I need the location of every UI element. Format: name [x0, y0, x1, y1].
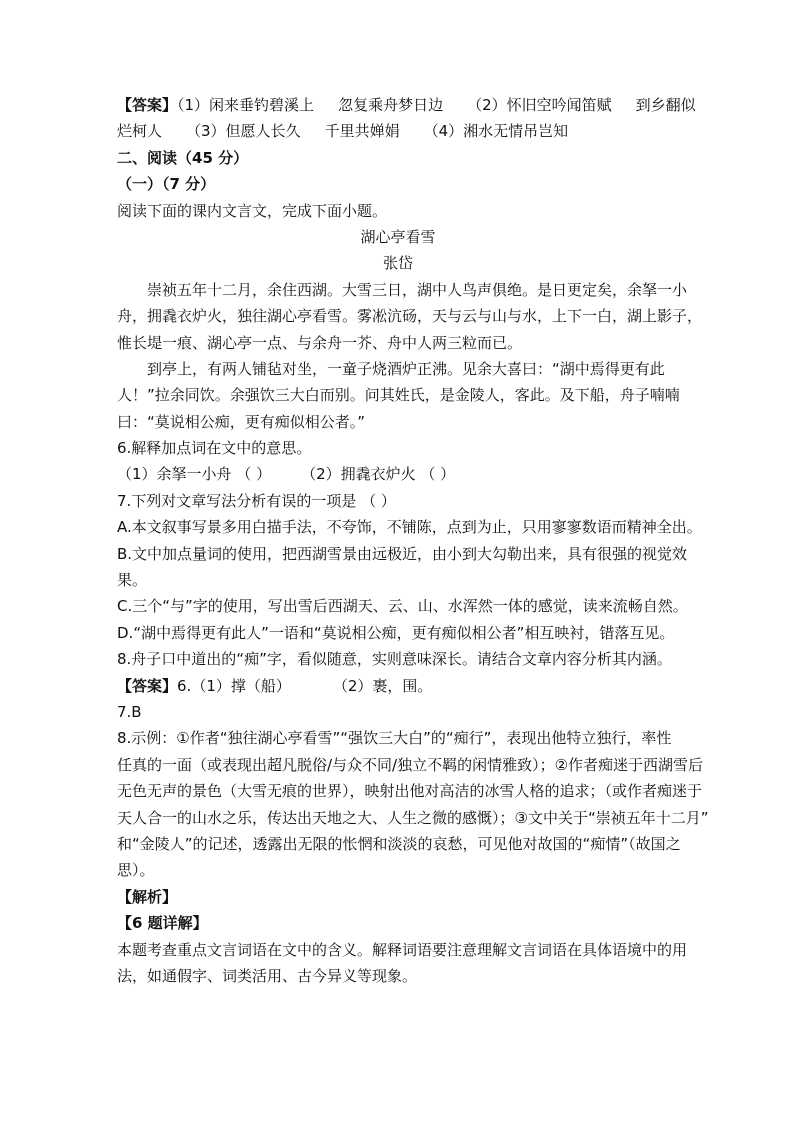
analysis-subtitle: 【6 题详解】	[117, 914, 208, 933]
answer-8-line: 天人合一的山水之乐，传达出天地之大、人生之微的感慨）；③文中关于“崇祯五年十二月”	[117, 808, 709, 827]
question-7-option-b-cont: 果。	[117, 571, 148, 590]
analysis-label: 【解析】	[117, 887, 178, 906]
answer-label: 【答案】	[117, 676, 178, 695]
section-title: 二、阅读（45 分）	[117, 148, 249, 167]
answer-text: 忽复乘舟梦日边	[338, 96, 444, 114]
section-subtitle: （一）（7 分）	[117, 175, 216, 194]
analysis-line: 本题考查重点文言词语在文中的含义。解释词语要注意理解文言词语在具体语境中的用	[117, 940, 688, 959]
question-6: 6.解释加点词在文中的意思。	[117, 439, 312, 458]
question-8: 8.舟子口中道出的“痴”字，看似随意，实则意味深长。请结合文章内容分析其内涵。	[117, 650, 672, 669]
question-7-option-b: B.文中加点量词的使用，把西湖雪景由远极近，由小到大勾勒出来，具有很强的视觉效	[117, 544, 688, 563]
section-instruction: 阅读下面的课内文言文，完成下面小题。	[117, 201, 388, 220]
passage-line: 曰：“莫说相公痴，更有痴似相公者。”	[117, 412, 366, 431]
answer-text: 烂柯人	[117, 122, 163, 141]
question-7: 7.下列对文章写法分析有误的一项是 （ ）	[117, 491, 396, 510]
answer-8-line: 无色无声的景色（大雪无痕的世界），映射出他对高洁的冰雪人格的追求；（或作者痴迷于	[117, 782, 703, 801]
answer-8-line: 和“金陵人”的记述，透露出无限的怅惘和淡淡的哀愁，可见他对故国的“痴情”（故国之	[117, 834, 681, 853]
answer-text: （2）裹，围。	[332, 676, 433, 695]
answer-text: （2）怀旧空吟闻笛赋	[467, 96, 612, 114]
question-7-option-c: C.三个“与”字的使用，写出雪后西湖天、云、山、水浑然一体的感觉，读来流畅自然。	[117, 597, 688, 616]
answer-text: 千里共婵娟	[324, 122, 400, 141]
answer-line-1	[117, 92, 696, 118]
document-content	[117, 92, 709, 989]
question-6-items	[117, 461, 679, 487]
answer-text: （3）但愿人长久	[186, 122, 301, 141]
question-6-item-2: （2）拥毳衣炉火 （ ）	[301, 465, 456, 484]
passage-author: 张岱	[382, 254, 413, 273]
answer-line-3	[117, 673, 679, 699]
passage-line: 人！”拉余同饮。余强饮三大白而别。问其姓氏，是金陵人，客此。及下船，舟子喃喃	[117, 386, 680, 405]
passage-line: 到亭上，有两人铺毡对坐，一童子烧酒炉正沸。见余大喜曰：“湖中焉得更有此	[147, 359, 665, 378]
answer-label: 【答案】	[117, 96, 178, 114]
answer-8-line: 任真的一面（或表现出超凡脱俗/与众不同/独立不羁的闲情雅致）；②作者痴迷于西湖雪后	[117, 755, 704, 774]
passage-line: 舟，拥毳衣炉火，独往湖心亭看雪。雾凇沆砀，天与云与山与水，上下一白，湖上影子，	[117, 307, 703, 326]
answer-text: （1）闲来垂钓碧溪上	[177, 96, 315, 114]
passage-line: 惟长堤一痕、湖心亭一点、与余舟一芥、舟中人两三粒而已。	[117, 333, 523, 352]
answer-7: 7.B	[117, 702, 142, 721]
answer-text: 到乡翻似	[635, 96, 696, 114]
answer-text: 6.（1）撑（船）	[177, 676, 291, 695]
question-7-option-d: D.“湖中焉得更有此人”一语和“莫说相公痴，更有痴似相公者”相互映衬，错落互见。	[117, 623, 675, 642]
analysis-line: 法，如通假字、词类活用、古今异义等现象。	[117, 966, 418, 985]
passage-line: 崇祯五年十二月，余住西湖。大雪三日，湖中人鸟声俱绝。是日更定矣，余拏一小	[147, 280, 688, 299]
answer-8-line: 思）。	[117, 861, 155, 880]
question-7-option-a: A.本文叙事写景多用白描手法，不夸饰，不铺陈，点到为止，只用寥寥数语而精神全出。	[117, 518, 702, 537]
answer-line-2	[117, 118, 679, 144]
question-6-item-1: （1）余拏一小舟 （ ）	[117, 465, 272, 484]
answer-8-line: 8.示例：①作者“独往湖心亭看雪”“强饮三大白”的“痴行”，表现出他特立独行，率性	[117, 729, 672, 748]
passage-title: 湖心亭看雪	[360, 227, 436, 246]
answer-text: （4）湘水无情吊岂知	[423, 122, 569, 141]
